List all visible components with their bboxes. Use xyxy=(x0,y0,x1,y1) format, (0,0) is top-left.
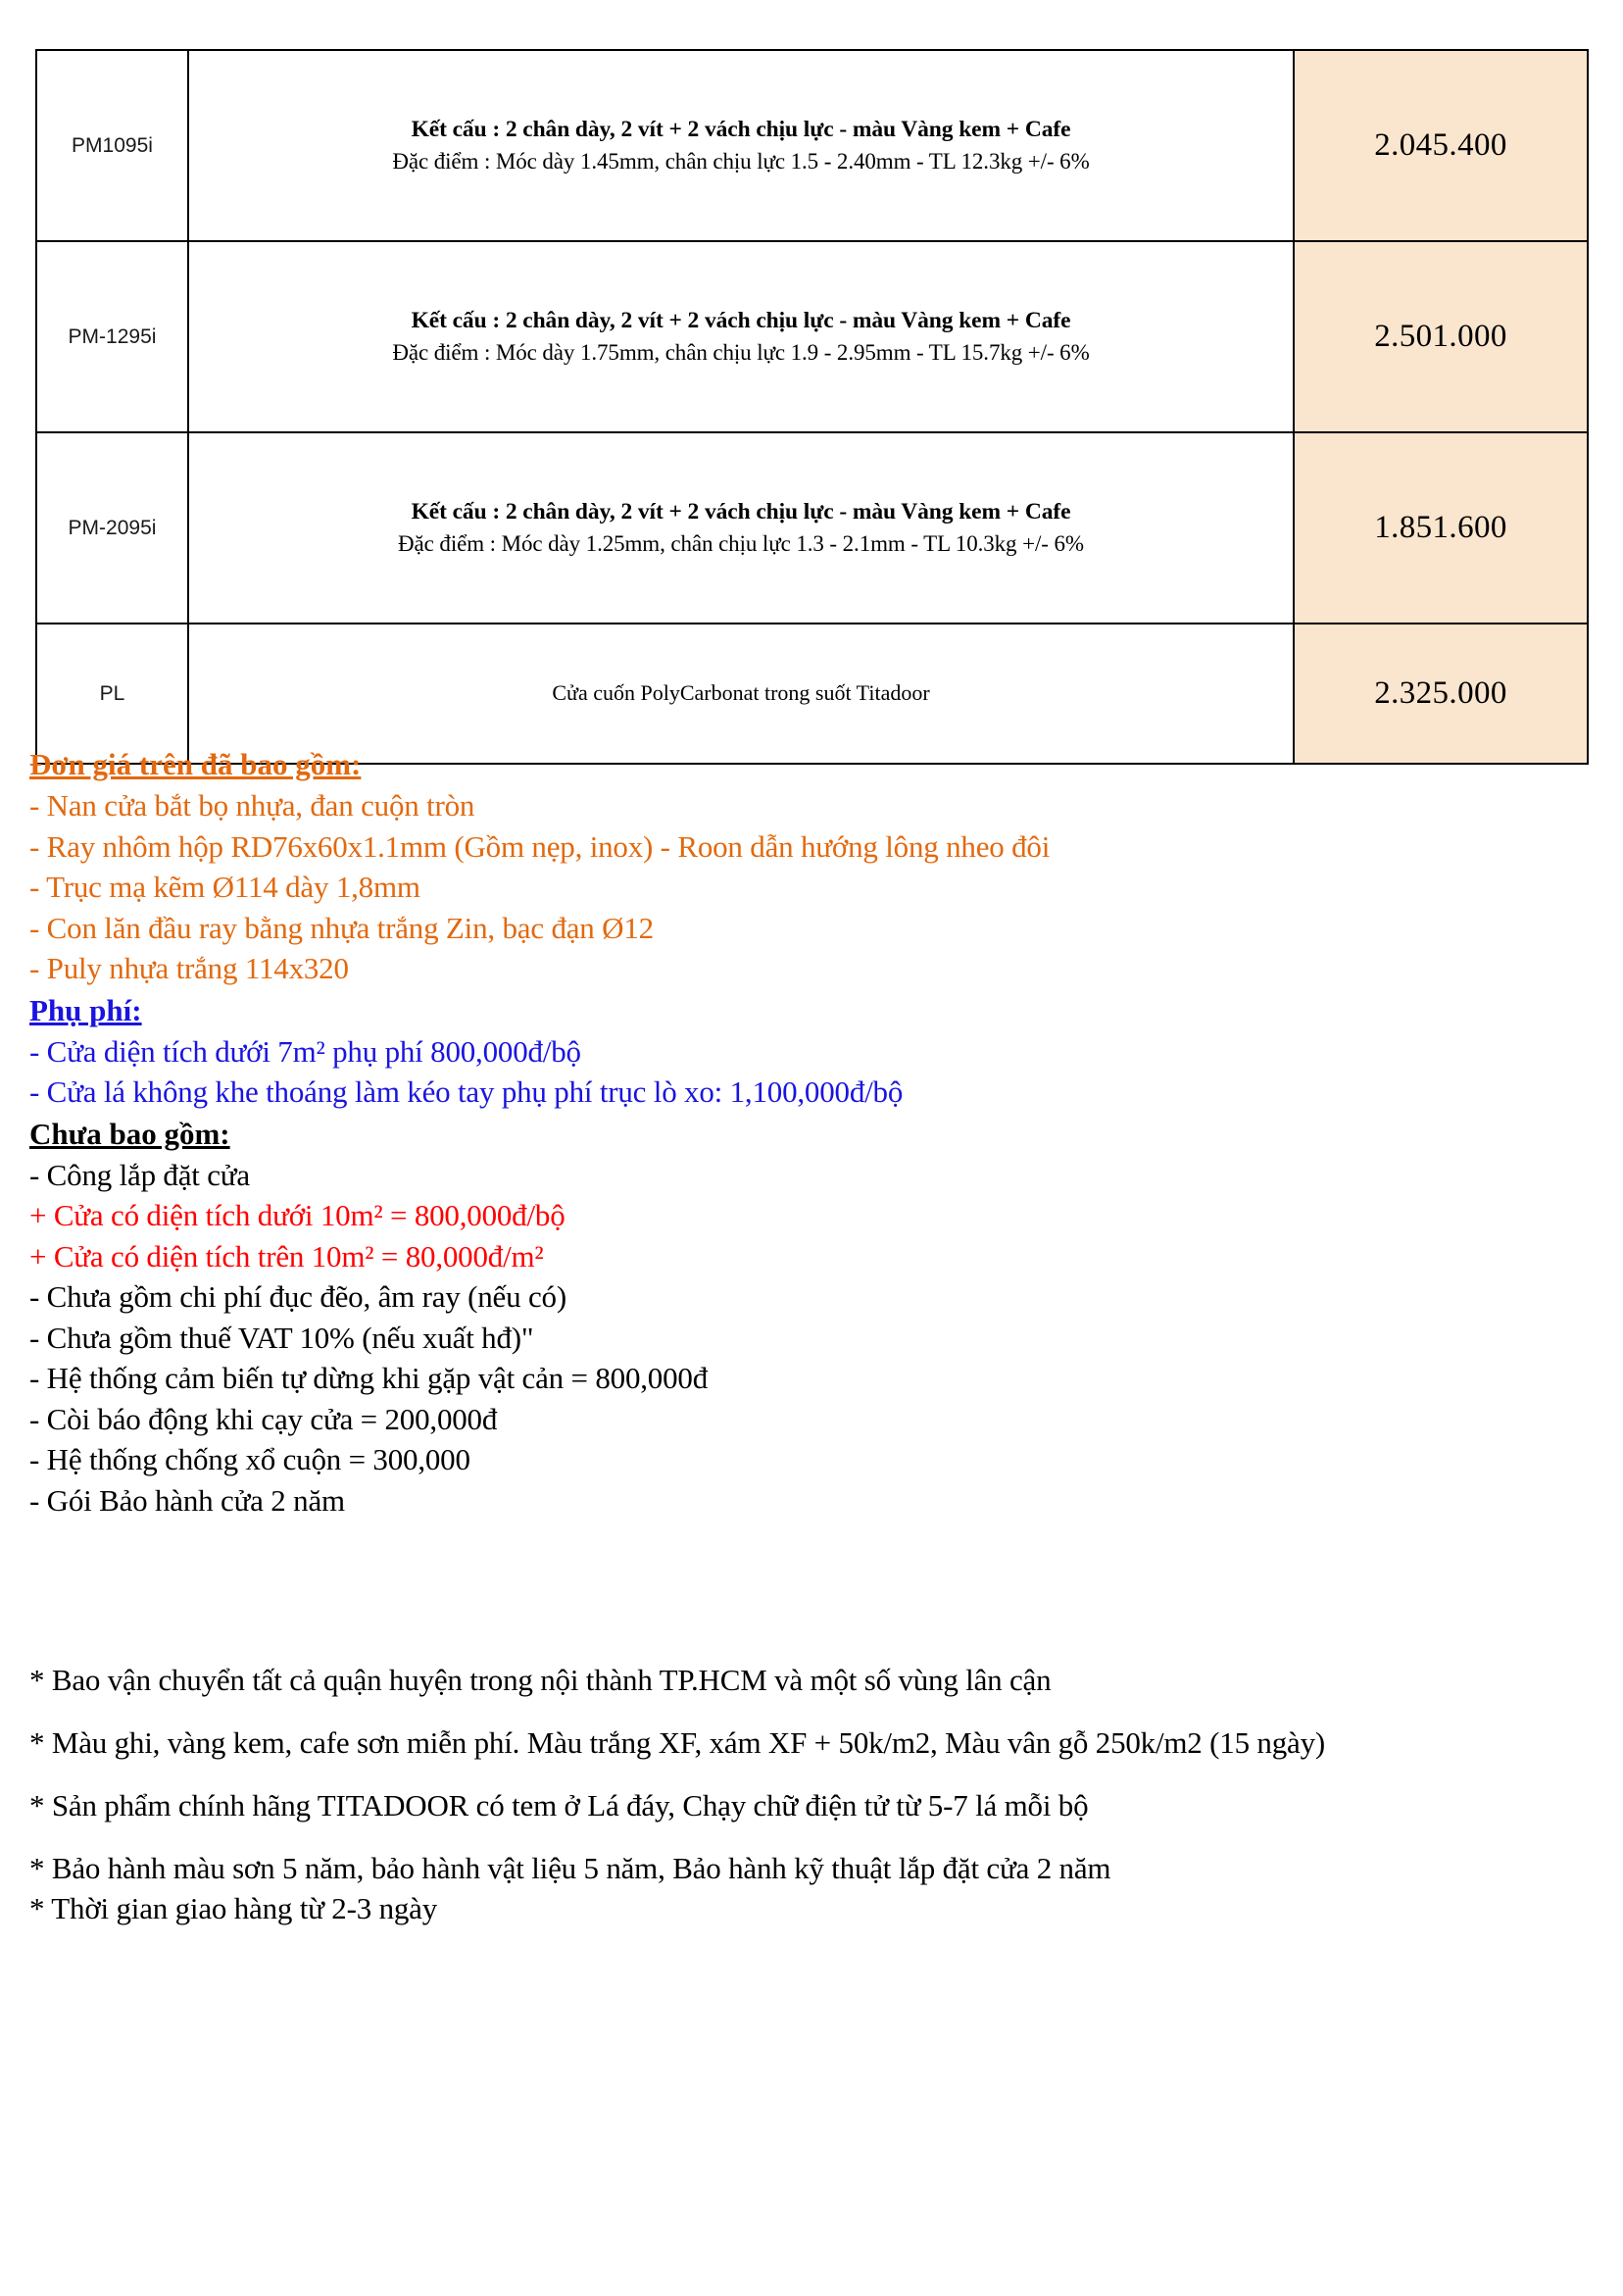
excluded-item: - Chưa gồm thuế VAT 10% (nếu xuất hđ)" xyxy=(29,1320,534,1355)
excluded-item: - Gói Bảo hành cửa 2 năm xyxy=(29,1482,345,1518)
description-feature-line: Đặc điểm : Móc dày 1.25mm, chân chịu lực 1.3 - 2.1mm - TL 10.3kg +/- 6% xyxy=(398,530,1084,556)
product-price-cell: 2.325.000 xyxy=(1294,624,1588,764)
product-description-cell xyxy=(188,241,1294,432)
product-code-cell: PM1095i xyxy=(36,50,188,241)
included-item: - Trục mạ kẽm Ø114 dày 1,8mm xyxy=(29,870,420,904)
excluded-item: + Cửa có diện tích trên 10m² = 80,000đ/m² xyxy=(29,1238,544,1273)
included-item: - Ray nhôm hộp RD76x60x1.1mm (Gồm nẹp, inox) - Roon dẫn hướng lông nheo đôi xyxy=(29,828,1051,864)
description-feature-line: Đặc điểm : Móc dày 1.75mm, chân chịu lực 1.9 - 2.95mm - TL 15.7kg +/- 6% xyxy=(392,339,1090,365)
description-feature-line: Đặc điểm : Móc dày 1.45mm, chân chịu lực 1.5 - 2.40mm - TL 12.3kg +/- 6% xyxy=(392,148,1090,174)
included-heading: Đơn giá trên đã bao gồm: xyxy=(29,747,362,781)
price-table xyxy=(35,49,1589,765)
excluded-item: - Hệ thống cảm biến tự dừng khi gặp vật cản = 800,000đ xyxy=(29,1361,708,1395)
excluded-item: - Còi báo động khi cạy cửa = 200,000đ xyxy=(29,1401,498,1436)
product-code-cell: PL xyxy=(36,624,188,764)
footnote: * Thời gian giao hàng từ 2-3 ngày xyxy=(29,1891,438,1925)
table-row xyxy=(36,50,1588,241)
surcharge-heading: Phụ phí: xyxy=(29,992,142,1027)
table-row xyxy=(36,241,1588,432)
product-code-cell: PM-2095i xyxy=(36,432,188,624)
footnotes-section xyxy=(29,1660,1602,1928)
included-item: - Con lăn đầu ray bằng nhựa trắng Zin, bạc đạn Ø12 xyxy=(29,910,654,945)
included-item: - Nan cửa bắt bọ nhựa, đan cuộn tròn xyxy=(29,788,475,823)
description-structure-line: Kết cấu : 2 chân dày, 2 vít + 2 vách chịu lực - màu Vàng kem + Cafe xyxy=(411,499,1071,525)
excluded-item: - Hệ thống chống xổ cuộn = 300,000 xyxy=(29,1442,470,1476)
surcharge-item: - Cửa lá không khe thoáng làm kéo tay phụ phí trục lò xo: 1,100,000đ/bộ xyxy=(29,1074,904,1109)
excluded-item: + Cửa có diện tích dưới 10m² = 800,000đ/bộ xyxy=(29,1198,566,1232)
product-description-cell xyxy=(188,50,1294,241)
product-description-cell xyxy=(188,432,1294,624)
product-price-cell: 2.045.400 xyxy=(1294,50,1588,241)
included-item: - Puly nhựa trắng 114x320 xyxy=(29,951,349,985)
footnote: * Bao vận chuyển tất cả quận huyện trong nội thành TP.HCM và một số vùng lân cận xyxy=(29,1663,1052,1697)
footnote: * Sản phẩm chính hãng TITADOOR có tem ở Lá đáy, Chạy chữ điện tử từ 5-7 lá mỗi bộ xyxy=(29,1788,1089,1822)
notes-section xyxy=(29,743,1607,1521)
excluded-item: - Chưa gồm chi phí đục đẽo, âm ray (nếu có) xyxy=(29,1279,566,1314)
surcharge-item: - Cửa diện tích dưới 7m² phụ phí 800,000đ/bộ xyxy=(29,1033,581,1069)
excluded-item: - Công lắp đặt cửa xyxy=(29,1157,250,1192)
footnote: * Màu ghi, vàng kem, cafe sơn miễn phí. Màu trắng XF, xám XF + 50k/m2, Màu vân gỗ 250k/m2 (15 ngày) xyxy=(29,1725,1326,1760)
product-price-cell: 2.501.000 xyxy=(1294,241,1588,432)
product-price-cell: 1.851.600 xyxy=(1294,432,1588,624)
description-structure-line: Kết cấu : 2 chân dày, 2 vít + 2 vách chịu lực - màu Vàng kem + Cafe xyxy=(411,117,1071,143)
description-single-line: Cửa cuốn PolyCarbonat trong suốt Titadoor xyxy=(552,680,930,706)
table-row xyxy=(36,432,1588,624)
footnote: * Bảo hành màu sơn 5 năm, bảo hành vật liệu 5 năm, Bảo hành kỹ thuật lắp đặt cửa 2 năm xyxy=(29,1851,1111,1885)
description-structure-line: Kết cấu : 2 chân dày, 2 vít + 2 vách chịu lực - màu Vàng kem + Cafe xyxy=(411,308,1071,334)
excluded-heading: Chưa bao gồm: xyxy=(29,1116,230,1151)
product-code-cell: PM-1295i xyxy=(36,241,188,432)
